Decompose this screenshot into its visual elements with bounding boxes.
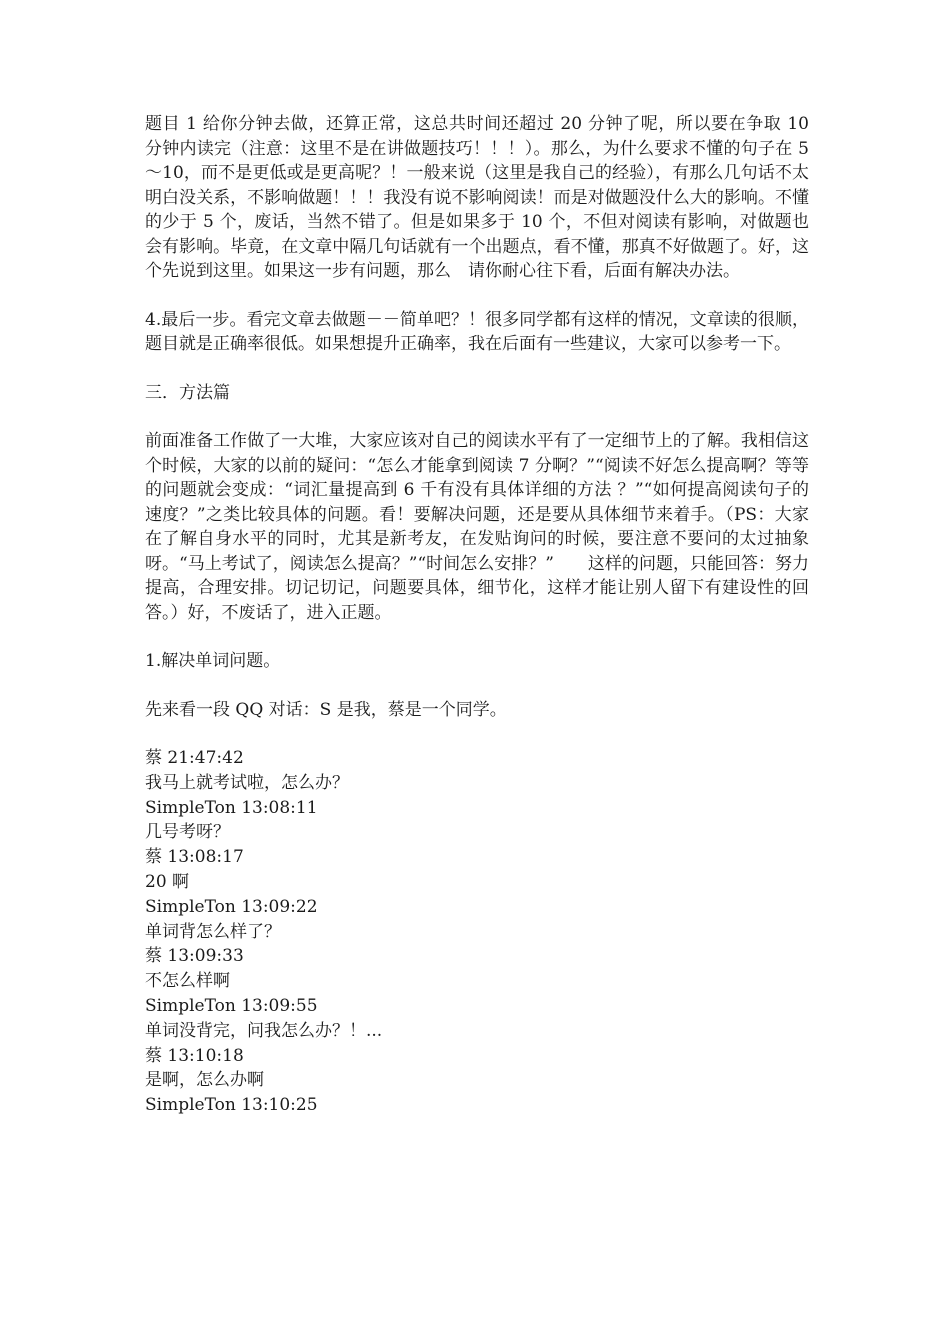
paragraph-qq-intro: 先来看一段 QQ 对话：S 是我，蔡是一个同学。 — [145, 699, 507, 720]
chat-line: 蔡 13:10:18 — [145, 1045, 244, 1066]
paragraph-gap — [145, 284, 809, 308]
paragraph-reading-time: 题目 1 给你分钟去做，还算正常，这总共时间还超过 20 分钟了呢，所以要在争取 10 分钟内读完（注意：这里不是在讲做题技巧！！！）。那么，为什么要求不懂的句子在 5～10，而不是更低或是更高呢？！一般来说（这里是我自己的经验），有那么几句话不太明白没关系，不影响做题！！！我没有说不影响阅读！而是对做题没什么大的影响。不懂的少于 5 个，废话，当然不错了。但是如果多于 10 个，不但对阅读有影响，对做题也会有影响。毕竟，在文章中隔几句话就有一个出题点，看不懂，那真不好做题了。好，这个先说到这里。如果这一步有问题，那么 请你耐心往下看，后面有解决办法。 — [145, 114, 809, 281]
chat-line: 几号考呀？ — [145, 822, 230, 843]
paragraph-gap — [145, 722, 809, 746]
section-heading-methods: 三．方法篇 — [145, 382, 230, 403]
paragraph-gap — [145, 357, 809, 381]
paragraph-methods-intro: 前面准备工作做了一大堆，大家应该对自己的阅读水平有了一定细节上的了解。我相信这个时候，大家的以前的疑问：“怎么才能拿到阅读 7 分啊？”“阅读不好怎么提高啊？等等的问题就会变成：“词汇量提高到 6 千有没有具体详细的方法 ？”“如何提高阅读句子的速度？”之类比较具体的问题。看！要解决问题，还是要从具体细节来着手。（PS：大家在了解自身水平的同时，尤其是新考友，在发贴询问的时候，要注意不要问的太过抽象呀。“马上考试了，阅读怎么提高？”“时间怎么安排？” 这样的问题，只能回答：努力提高，合理安排。切记切记，问题要具体，细节化，这样才能让别人留下有建设性的回答。）好，不废话了，进入正题。 — [145, 431, 809, 623]
chat-line: 单词背怎么样了？ — [145, 921, 281, 942]
chat-line: SimpleTon 13:10:25 — [145, 1095, 318, 1116]
subheading-vocabulary: 1.解决单词问题。 — [145, 651, 281, 671]
paragraph-gap — [145, 405, 809, 429]
qq-chat-log — [145, 746, 809, 1118]
chat-line: 是啊，怎么办啊 — [145, 1070, 264, 1091]
chat-line: SimpleTon 13:08:11 — [145, 797, 318, 818]
chat-line: 蔡 13:08:17 — [145, 847, 244, 868]
chat-line: 我马上就考试啦，怎么办？ — [145, 772, 349, 793]
paragraph-gap — [145, 625, 809, 649]
chat-line: SimpleTon 13:09:55 — [145, 995, 318, 1016]
paragraph-final-step: 4.最后一步。看完文章去做题－－简单吧？！很多同学都有这样的情况，文章读的很顺，题目就是正确率很低。如果想提升正确率，我在后面有一些建议，大家可以参考一下。 — [145, 309, 809, 354]
document-body — [145, 112, 809, 1118]
paragraph-gap — [145, 674, 809, 698]
chat-line: 蔡 13:09:33 — [145, 946, 244, 967]
chat-line: 20 啊 — [145, 871, 190, 892]
chat-line: 蔡 21:47:42 — [145, 748, 244, 768]
chat-line: 单词没背完，问我怎么办？！... — [145, 1020, 383, 1041]
chat-line: SimpleTon 13:09:22 — [145, 896, 318, 917]
chat-line: 不怎么样啊 — [145, 971, 230, 992]
